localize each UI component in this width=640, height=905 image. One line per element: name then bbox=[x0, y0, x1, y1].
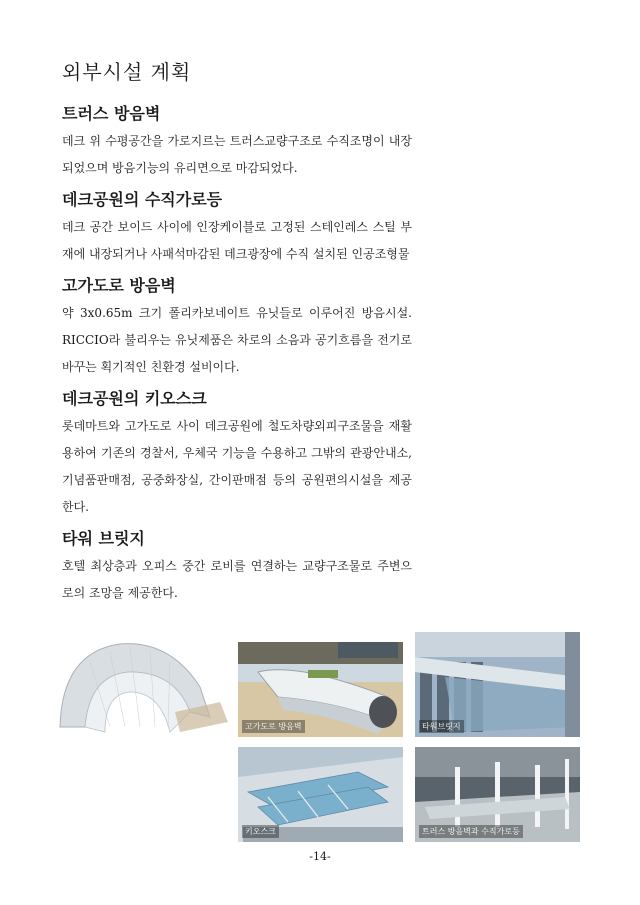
section-body: 롯데마트와 고가도로 사이 데크공원에 철도차량외피구조물을 재활용하여 기존의 경찰서, 우체국 기능을 수용하고 그밖의 관광안내소, 기념품판매점, 공중화장실, 간이판매점 등의 공원편의시설을 제공한다. bbox=[62, 419, 412, 514]
section-overpass-wall bbox=[62, 272, 412, 381]
page-heading: 외부시설 계획 bbox=[62, 60, 192, 84]
section-kiosk bbox=[62, 385, 412, 521]
section-title: 트러스 방음벽 bbox=[62, 104, 161, 123]
section-body: 데크 공간 보이드 사이에 인장케이블로 고정된 스테인레스 스틸 부재에 내장되거나 사패석마감된 데크광장에 수직 설치된 인공조형물 bbox=[62, 220, 412, 261]
truss-streetlight-render bbox=[415, 747, 580, 842]
photo-caption: 키오스크 bbox=[242, 825, 279, 838]
photo-caption: 타워브릿지 bbox=[419, 720, 464, 733]
section-body: 약 3x0.65m 크기 폴리카보네이트 유닛들로 이루어진 방음시설. RICCIO라 불리우는 유닛제품은 차로의 소음과 공기흐름을 전기로 바꾸는 획기적인 친환경 설비이다. bbox=[62, 306, 412, 374]
page-number: -14- bbox=[309, 850, 331, 863]
photo-caption: 트러스 방음벽과 수직가로등 bbox=[419, 825, 523, 838]
kiosk-render bbox=[238, 747, 403, 842]
section-truss-wall bbox=[62, 100, 412, 182]
tunnel-wall-render bbox=[50, 632, 230, 742]
section-body: 호텔 최상층과 오피스 중간 로비를 연결하는 교량구조물로 주변으로의 조망을 제공한다. bbox=[62, 559, 412, 600]
section-title: 타워 브릿지 bbox=[62, 529, 145, 548]
section-title: 고가도로 방음벽 bbox=[62, 276, 176, 295]
tower-bridge-render bbox=[415, 632, 580, 737]
photo-collage bbox=[50, 632, 580, 852]
section-title: 데크공원의 수직가로등 bbox=[62, 190, 223, 209]
section-title: 데크공원의 키오스크 bbox=[62, 389, 207, 408]
photo-caption: 고가도로 방음벽 bbox=[242, 720, 305, 733]
overpass-render bbox=[238, 642, 403, 737]
section-tower-bridge bbox=[62, 525, 412, 607]
section-vertical-streetlight bbox=[62, 186, 412, 268]
sections-list bbox=[62, 100, 412, 611]
section-body: 데크 위 수평공간을 가로지르는 트러스교량구조로 수직조명이 내장되었으며 방음기능의 유리면으로 마감되었다. bbox=[62, 134, 412, 175]
